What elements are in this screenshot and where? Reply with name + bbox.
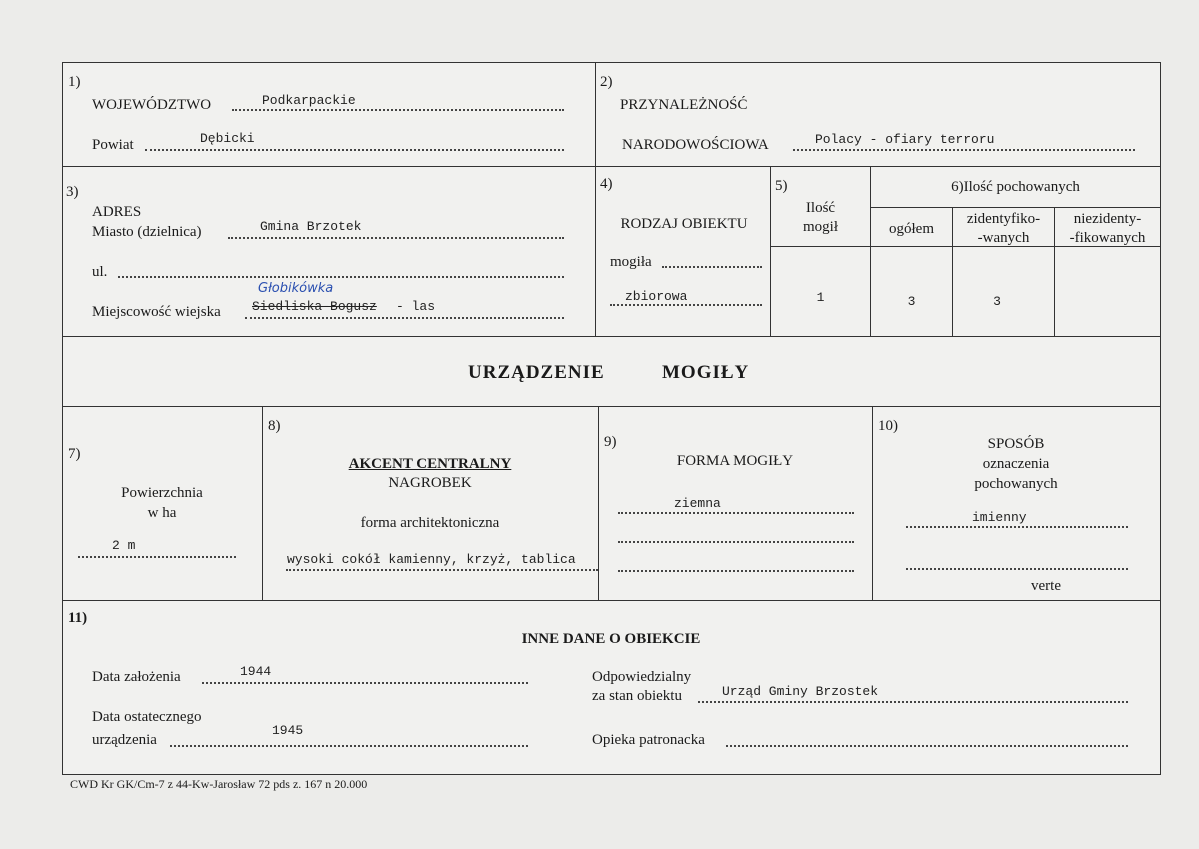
rodzaj-value: zbiorowa	[625, 289, 688, 304]
zidentyfikowanych-value: 3	[993, 294, 1001, 309]
mogila-dotted-line	[662, 266, 762, 268]
niezidentyfikowanych-label-1: niezidenty-	[1073, 211, 1142, 227]
forma-mogily-dotted-line-2	[618, 541, 854, 543]
wojewodztwo-value: Podkarpackie	[262, 93, 356, 108]
verte-label: verte	[1031, 578, 1061, 594]
ilosc-mogil-value: 1	[816, 290, 825, 305]
forma-mogily-dotted-line-1	[618, 512, 854, 514]
section-3-number: 3)	[66, 184, 79, 200]
powiat-label: Powiat	[92, 137, 134, 153]
row-divider-4	[62, 600, 1160, 601]
odpowiedzialny-label-2: za stan obiektu	[592, 688, 682, 704]
odpowiedzialny-dotted-line	[698, 701, 1128, 703]
section-9-number: 9)	[604, 434, 617, 450]
ogolem-label: ogółem	[889, 221, 934, 237]
section-1-number: 1)	[68, 74, 81, 90]
form-footer-code: CWD Kr GK/Cm-7 z 44-Kw-Jarosław 72 pds z. 167 n 20.000	[70, 777, 368, 791]
sposob-title-2: oznaczenia	[982, 456, 1050, 472]
odpowiedzialny-label-1: Odpowiedzialny	[592, 669, 692, 685]
ul-dotted-line	[118, 276, 564, 278]
ul-label: ul.	[92, 264, 108, 280]
sposob-dotted-line-2	[906, 568, 1128, 570]
forma-mogily-title: FORMA MOGIŁY	[676, 453, 794, 469]
data-ostatecznego-dotted-line	[170, 745, 528, 747]
sposob-value: imienny	[972, 510, 1027, 525]
ilosc-mogil-label-1: Ilość	[805, 200, 836, 216]
data-zalozenia-value: 1944	[240, 664, 272, 679]
row-divider-2	[62, 336, 1160, 337]
rodzaj-obiektu-label: RODZAJ OBIEKTU	[620, 216, 748, 232]
opieka-patronacka-label: Opieka patronacka	[592, 732, 705, 748]
narodowosc-dotted-line	[793, 149, 1135, 151]
section-5-number: 5)	[775, 178, 788, 194]
nagrobek-label: NAGROBEK	[388, 475, 472, 491]
zidentyfikowanych-label-1: zidentyfiko-	[966, 211, 1041, 227]
col-divider-1-2	[595, 62, 596, 336]
data-zalozenia-dotted-line	[202, 682, 528, 684]
section-title-word-1: URZĄDZENIE	[468, 362, 605, 383]
forma-mogily-dotted-line-3	[618, 570, 854, 572]
forma-mogily-value: ziemna	[674, 496, 721, 511]
row-divider-1	[62, 166, 1160, 167]
powierzchnia-label-1: Powierzchnia	[121, 485, 203, 501]
row-divider-3	[62, 406, 1160, 407]
narodowosc-value: Polacy - ofiary terroru	[815, 132, 995, 147]
akcent-dotted-line	[286, 569, 598, 571]
akcent-value: wysoki cokół kamienny, krzyż, tablica	[287, 552, 576, 567]
miejscowosc-struck-value: Siedliska-Bogusz	[252, 299, 377, 314]
miasto-label: Miasto (dzielnica)	[92, 224, 202, 240]
powierzchnia-dotted-line	[78, 556, 236, 558]
mogila-label: mogiła	[610, 254, 652, 270]
miejscowosc-label: Miejscowość wiejska	[92, 304, 221, 320]
wojewodztwo-label: WOJEWÓDZTWO	[92, 97, 212, 113]
sposob-title-1: SPOSÓB	[987, 436, 1045, 452]
data-ostatecznego-label-2: urządzenia	[92, 732, 157, 748]
data-ostatecznego-label-1: Data ostatecznego	[92, 709, 202, 725]
miasto-value: Gmina Brzotek	[260, 219, 362, 234]
opieka-patronacka-dotted-line	[726, 745, 1128, 747]
ilosc-mogil-label-2: mogił	[802, 219, 838, 235]
col-divider-8-9	[598, 406, 599, 600]
section-2-number: 2)	[600, 74, 613, 90]
niezidentyfikowanych-label-2: -fikowanych	[1069, 230, 1146, 246]
narodowosciowa-label: NARODOWOŚCIOWA	[622, 137, 769, 153]
adres-label: ADRES	[92, 204, 142, 220]
powierzchnia-value: 2 m	[112, 538, 136, 553]
miejscowosc-dotted-line	[245, 317, 564, 319]
wojewodztwo-dotted-line	[232, 109, 564, 111]
col-divider-4-5	[770, 166, 771, 336]
zidentyfikowanych-label-2: -wanych	[977, 230, 1030, 246]
sposob-dotted-line-1	[906, 526, 1128, 528]
rodzaj-dotted-line	[610, 304, 762, 306]
miasto-dotted-line	[228, 237, 564, 239]
powierzchnia-label-2: w ha	[147, 505, 177, 521]
row-divider-col6-head	[870, 207, 1160, 208]
miejscowosc-value: - las	[396, 299, 436, 314]
przynaleznosc-label: PRZYNALEŻNOŚĆ	[620, 97, 748, 113]
forma-architektoniczna-label: forma architektoniczna	[360, 515, 500, 531]
data-ostatecznego-value: 1945	[272, 723, 304, 738]
akcent-centralny-title: AKCENT CENTRALNY	[348, 456, 512, 472]
section-10-number: 10)	[878, 418, 898, 434]
section-title-word-2: MOGIŁY	[662, 362, 750, 383]
ilosc-pochowanych-title: 6)Ilość pochowanych	[951, 179, 1080, 195]
data-zalozenia-label: Data założenia	[92, 669, 181, 685]
ogolem-value: 3	[907, 294, 916, 309]
section-4-number: 4)	[600, 176, 613, 192]
section-8-number: 8)	[268, 418, 281, 434]
powiat-dotted-line	[145, 149, 564, 151]
col-divider-7-8	[262, 406, 263, 600]
section-11-number: 11)	[68, 610, 88, 626]
odpowiedzialny-value: Urząd Gminy Brzostek	[722, 684, 879, 699]
section-7-number: 7)	[68, 446, 81, 462]
miejscowosc-handwritten-correction: Głobikówka	[258, 281, 334, 296]
sposob-title-3: pochowanych	[974, 476, 1058, 492]
powiat-value: Dębicki	[200, 131, 255, 146]
inne-dane-title: INNE DANE O OBIEKCIE	[521, 631, 701, 647]
